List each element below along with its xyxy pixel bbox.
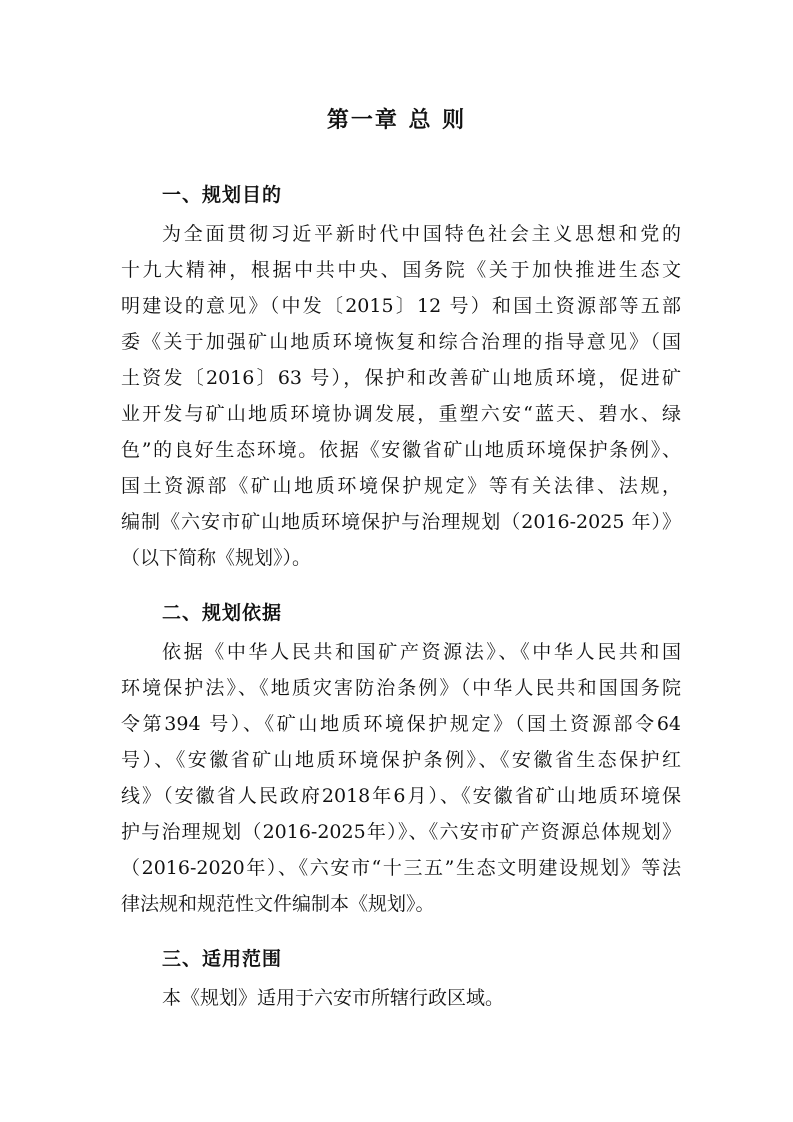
text-line: 环境保护法》、《地质灾害防治条例》（中华人民共和国国务院 — [121, 677, 681, 699]
section-heading-basis: 二、规划依据 — [162, 602, 283, 624]
text-line: 线》（安徽省人民政府2018年6月）、《安徽省矿山地质环境保 — [121, 785, 681, 807]
text-line: 明建设的意见》（中发〔2015〕12 号）和国土资源部等五部 — [121, 295, 681, 317]
text-line: 令第394 号）、《矿山地质环境保护规定》（国土资源部令64 — [121, 713, 681, 735]
text-line: （2016-2020年）、《六安市“十三五”生态文明建设规划》等法 — [121, 857, 681, 879]
chapter-title: 第一章 总 则 — [326, 108, 467, 133]
text-line: 国土资源部《矿山地质环境保护规定》等有关法律、法规， — [121, 475, 681, 497]
section-heading-purpose: 一、规划目的 — [162, 184, 283, 206]
text-line: 依据《中华人民共和国矿产资源法》、《中华人民共和国 — [162, 641, 681, 663]
text-line: （以下简称《规划》）。 — [121, 547, 312, 569]
text-line: 律法规和规范性文件编制本《规划》。 — [121, 893, 435, 915]
text-line: 号）、《安徽省矿山地质环境保护条例》、《安徽省生态保护红 — [121, 749, 681, 771]
section-heading-scope: 三、适用范围 — [162, 948, 283, 970]
text-line: 委《关于加强矿山地质环境恢复和综合治理的指导意见》（国 — [121, 331, 681, 353]
text-line: 色”的良好生态环境。依据《安徽省矿山地质环境保护条例》、 — [121, 439, 681, 461]
text-line: 护与治理规划（2016-2025年）》、《六安市矿产资源总体规划》 — [121, 821, 681, 843]
text-line: 土资发〔2016〕63 号），保护和改善矿山地质环境，促进矿 — [121, 367, 681, 389]
text-line: 十九大精神，根据中共中央、国务院《关于加快推进生态文 — [121, 259, 681, 281]
text-line: 编制《六安市矿山地质环境保护与治理规划（2016-2025 年）》 — [121, 511, 681, 533]
text-line: 为全面贯彻习近平新时代中国特色社会主义思想和党的 — [162, 223, 681, 245]
text-line: 业开发与矿山地质环境协调发展，重塑六安“蓝天、碧水、绿 — [121, 403, 681, 425]
text-line: 本《规划》适用于六安市所辖行政区域。 — [162, 987, 505, 1009]
